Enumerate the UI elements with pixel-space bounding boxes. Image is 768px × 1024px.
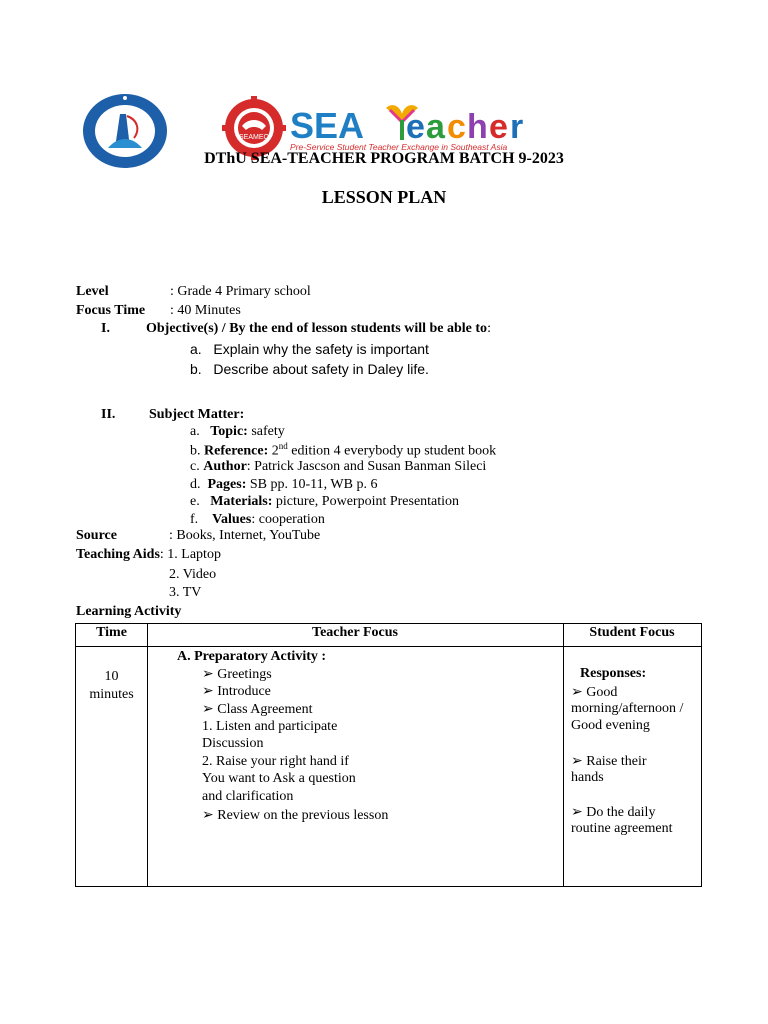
learning-activity-label: Learning Activity: [76, 604, 182, 619]
student-line: routine agreement: [571, 821, 673, 836]
program-title: DThU SEA-TEACHER PROGRAM BATCH 9-2023: [204, 150, 564, 167]
svg-text:h: h: [467, 108, 488, 146]
svg-text:r: r: [510, 108, 524, 146]
student-line: Good evening: [571, 718, 650, 733]
table-divider: [76, 646, 701, 647]
student-responses-heading: Responses:: [580, 666, 647, 681]
subject-pages: d. Pages: SB pp. 10-11, WB p. 6: [190, 477, 378, 492]
level-label: Level: [76, 284, 109, 299]
student-line: ➢ Do the daily: [571, 805, 656, 820]
level-value: : Grade 4 Primary school: [170, 284, 311, 299]
document-title: LESSON PLAN: [321, 187, 447, 207]
header-student-focus: Student Focus: [589, 625, 675, 640]
teacher-section-heading: A. Preparatory Activity :: [177, 649, 327, 664]
sea-teacher-logo: [290, 102, 550, 152]
teacher-line: ➢ Class Agreement: [202, 702, 313, 717]
source-label: Source: [76, 528, 117, 543]
svg-text:SEA: SEA: [290, 105, 365, 146]
subject-materials: e. Materials: picture, Powerpoint Presentation: [190, 494, 460, 509]
teacher-line: Discussion: [202, 736, 264, 751]
section-1-numeral: I.: [101, 321, 110, 336]
teacher-line: ➢ Review on the previous lesson: [202, 808, 389, 823]
header-teacher-focus: Teacher Focus: [312, 625, 398, 640]
student-line: hands: [571, 770, 604, 785]
subject-values: f. Values: cooperation: [190, 512, 325, 527]
teaching-aids: Teaching Aids: 1. Laptop: [76, 547, 221, 562]
focus-time-label: Focus Time: [76, 303, 146, 318]
teaching-aid-item: 3. TV: [169, 585, 202, 600]
subject-author: c. Author: Patrick Jascson and Susan Banman Sileci: [190, 459, 487, 474]
subject-reference: b. Reference: 2nd edition 4 everybody up student book: [190, 441, 497, 459]
objective-item: a. Explain why the safety is important: [190, 341, 429, 357]
teacher-line: 1. Listen and participate: [202, 719, 338, 734]
teacher-line: ➢ Introduce: [202, 684, 271, 699]
svg-text:e: e: [489, 108, 508, 146]
source-value: : Books, Internet, YouTube: [169, 528, 321, 543]
svg-text:Pre-Service Student Teacher Ex: Pre-Service Student Teacher Exchange in Southeast Asia: [290, 142, 508, 152]
teacher-line: and clarification: [202, 789, 294, 804]
subject-topic: a. Topic: safety: [190, 424, 285, 439]
table-divider: [563, 624, 564, 886]
learning-activity-table: [75, 623, 702, 887]
teacher-line: You want to Ask a question: [202, 771, 356, 786]
svg-text:c: c: [447, 108, 466, 146]
student-line: ➢ Raise their: [571, 754, 647, 769]
section-1-heading: Objective(s) / By the end of lesson students will be able to:: [146, 321, 491, 336]
svg-text:e: e: [406, 108, 425, 146]
focus-time-value: : 40 Minutes: [170, 303, 241, 318]
objective-item: b. Describe about safety in Daley life.: [190, 361, 429, 377]
svg-text:a: a: [426, 108, 445, 146]
teacher-line: ➢ Greetings: [202, 667, 272, 682]
section-2-numeral: II.: [101, 407, 116, 422]
student-line: ➢ Good: [571, 685, 618, 700]
time-unit: minutes: [89, 687, 134, 702]
header-time: Time: [96, 625, 127, 640]
teacher-line: 2. Raise your right hand if: [202, 754, 349, 769]
time-value: 10: [104, 669, 119, 684]
teaching-aid-item: 2. Video: [169, 567, 217, 582]
section-2-heading: Subject Matter:: [149, 407, 245, 422]
svg-text:SEAMEO: SEAMEO: [239, 134, 269, 141]
student-line: morning/afternoon /: [571, 701, 684, 716]
table-divider: [147, 624, 148, 886]
